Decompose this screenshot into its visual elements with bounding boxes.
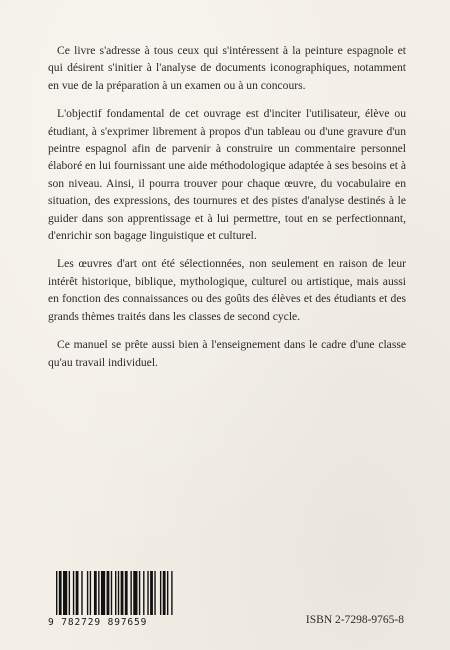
barcode-bar: [90, 571, 91, 615]
barcode-bar: [94, 571, 97, 615]
isbn-number: ISBN 2-7298-9765-8: [305, 614, 404, 626]
barcode-bar: [107, 571, 110, 615]
barcode-bar: [163, 571, 166, 615]
paragraph-1: Ce livre s'adresse à tous ceux qui s'intéressent à la peinture espagnole et qui désirent s'initier à l'analyse de documents iconographiques, notamment en vue de la préparation à un examen ou à un concours.: [48, 44, 406, 92]
paragraph-2: L'objectif fondamental de cet ouvrage est d'inciter l'utilisateur, élève ou étudiant, à s'exprimer librement à propos d'un tableau ou d'une gravure d'un peintre espagnol afin de parvenir à construire un commentaire personnel élaboré en lui fournissant une aide méthodologique adaptée à ses besoins et à son niveau. Ainsi, il pourra trouver pour chaque œuvre, du vocabulaire en situation, des expressions, des tournures et des pistes d'analyse destinés à le guider dans son apprentissage et à lui permettre, tout en se perfectionnant, d'enrichir son bagage linguistique et culturel.: [48, 107, 407, 243]
paragraph-4: Ce manuel se prête aussi bien à l'enseignement dans le cadre d'une classe qu'au travail individuel.: [48, 338, 406, 369]
barcode-bar: [167, 571, 168, 615]
barcode-bar: [150, 571, 153, 615]
barcode-bar: [171, 571, 172, 615]
blurb-text: [48, 42, 406, 382]
barcode-bar: [115, 571, 116, 615]
barcode-bar: [98, 571, 99, 615]
barcode-bar: [69, 571, 70, 615]
barcode-bar: [76, 571, 79, 615]
barcode-bar: [125, 571, 128, 615]
barcode-bar: [143, 571, 144, 615]
barcode-bar: [59, 571, 62, 615]
barcode-bar: [118, 571, 119, 615]
barcode-bar: [139, 571, 140, 615]
barcode-bar: [147, 571, 148, 615]
barcode-bar: [154, 571, 155, 615]
barcode-bar: [133, 571, 137, 615]
barcode-bar: [63, 571, 67, 615]
barcode-bar: [73, 571, 74, 615]
barcode-bar: [101, 571, 105, 615]
barcode-bar: [130, 571, 131, 615]
barcode-digits: 9 782729 897659: [48, 617, 148, 628]
barcode-bar: [56, 571, 57, 615]
barcode-bar: [87, 571, 88, 615]
paragraph-3: Les œuvres d'art ont été sélectionnées, non seulement en raison de leur intérêt historique, biblique, mythologique, culturel ou artistique, mais aussi en fonction des connaissances ou des goûts des élèves et des étudiants et des grands thèmes traités dans les classes de second cycle.: [48, 257, 406, 323]
barcode-bar: [121, 571, 124, 615]
barcode-bars: [56, 571, 174, 615]
barcode-bar: [81, 571, 82, 615]
barcode-bar: [111, 571, 112, 615]
barcode: [48, 571, 178, 633]
barcode-bar: [160, 571, 161, 615]
